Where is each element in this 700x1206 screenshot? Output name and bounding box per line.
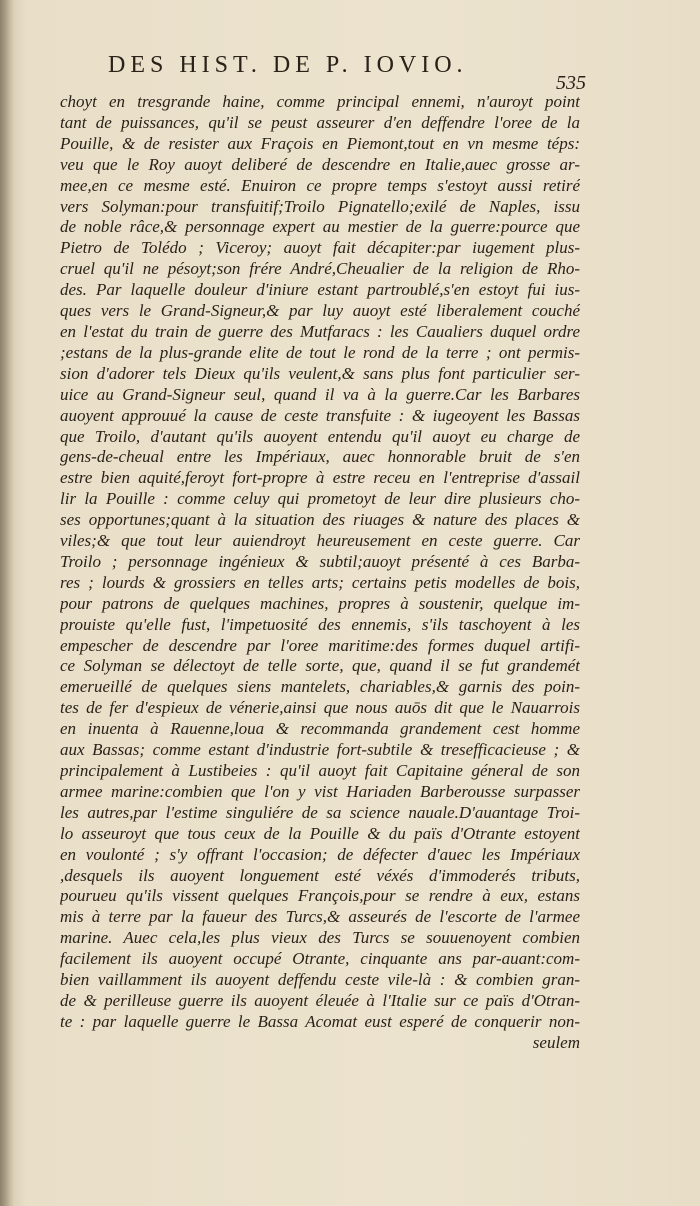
text-line: en voulonté ; s'y offrant l'occasion; de défecter d'auec les Impériaux (60, 844, 580, 864)
text-line: choyt en tresgrande haine, comme principal ennemi, n'auroyt point (60, 92, 580, 111)
text-line: viles;& que tout leur auiendroyt heureusement en ceste guerre. Car (60, 531, 580, 551)
page-number: 535 (556, 72, 586, 94)
text-line: emerueillé de quelques siens mantelets, chariables,& garnis des poin- (60, 677, 580, 697)
gutter-shadow (0, 0, 14, 1206)
text-line: des. Par laquelle douleur d'iniure estant partroublé,s'en estoyt fui ius- (60, 280, 580, 300)
running-title: DES HIST. DE P. IOVIO. (108, 52, 468, 78)
text-line: te : par laquelle guerre le Bassa Acomat eust esperé de conquerir non- (60, 1011, 580, 1031)
text-line: gens-de-cheual entre les Impériaux, auec honnorable bruit de s'en (60, 447, 580, 467)
text-line: veu que le Roy auoyt deliberé de descendre en Italie,auec grosse ar- (60, 154, 580, 174)
text-line: armee marine:combien que l'on y vist Hariaden Barberousse surpasser (60, 781, 580, 801)
text-line: seulem (532, 1032, 580, 1052)
text-line: mee,en ce mesme esté. Enuiron ce propre temps s'estoyt aussi retiré (60, 175, 580, 195)
text-line: mis à terre par la faueur des Turcs,& asseurés de l'escorte de l'armee (60, 907, 580, 927)
text-line: estre bien aquité,feroyt fort-propre à estre receu en l'entreprise d'assail (60, 468, 580, 488)
text-line: ques vers le Grand-Signeur,& par luy auoyt esté liberalement couché (60, 301, 580, 321)
text-line: les autres,par l'estime singuliére de sa science nauale.D'auantage Troi- (60, 802, 580, 822)
text-line: en l'estat du train de guerre des Mutfaracs : les Caualiers duquel ordre (60, 321, 580, 341)
body-text (60, 92, 580, 1054)
text-line: empescher de descendre par l'oree maritime:des formes duquel artifi- (60, 635, 580, 655)
text-line: ;estans de la plus-grande elite de tout le rond de la terre ; ont permis- (60, 342, 580, 362)
text-line: prouiste qu'elle fust, l'impetuosité des ennemis, s'ils taschoyent à les (60, 614, 580, 634)
text-line: pour patrons de quelques machines, propres à soustenir, quelque im- (60, 593, 580, 613)
text-line: auoyent approuué la cause de ceste transfuite : & iugeoyent les Bassas (60, 405, 580, 425)
text-line: que Troilo, d'autant qu'ils auoyent entendu qu'il auoyt eu charge de (60, 426, 580, 446)
text-line: sion d'adorer tels Dieux qu'ils veulent,& sans plus font particulier ser- (60, 363, 580, 383)
text-line: aux Bassas; comme estant d'industrie fort-subtile & tresefficacieuse ; & (60, 740, 580, 760)
text-line: Pietro de Tolédo ; Viceroy; auoyt fait décapiter:par iugement plus- (60, 238, 580, 258)
text-line: vers Solyman:pour transfuitif;Troilo Pignatello;exilé de Naples, issu (60, 196, 580, 216)
text-line: ce Solyman se délectoyt de telle sorte, que, quand il se fut grandemét (60, 656, 580, 676)
text-line: ,desquels ils auoyent longuement esté véxés d'immoderés tributs, (60, 865, 580, 885)
text-line: lo asseuroyt que tous ceux de la Pouille & du païs d'Otrante estoyent (60, 823, 580, 843)
text-line: pourueu qu'ils vissent quelques François,pour se rendre à eux, estans (60, 886, 580, 906)
text-line: marine. Auec cela,les plus vieux des Turcs se souuenoyent combien (60, 928, 580, 948)
text-line: de & perilleuse guerre ils auoyent éleuée à l'Italie sur ce païs d'Otran- (60, 990, 580, 1010)
text-line: facilement ils auoyent occupé Otrante, cinquante ans par-auant:com- (60, 949, 580, 969)
text-line: uice au Grand-Signeur seul, quand il va à la guerre.Car les Barbares (60, 384, 580, 404)
text-line: lir la Pouille : comme celuy qui prometoyt de leur dire plusieurs cho- (60, 489, 580, 509)
text-line: Troilo ; personnage ingénieux & subtil;auoyt présenté à ces Barba- (60, 551, 580, 571)
text-line: res ; lourds & grossiers en telles arts; certains petis modelles de bois, (60, 572, 580, 592)
text-line: bien vaillamment ils auoyent deffendu ceste vile-là : & combien gran- (60, 970, 580, 990)
text-line: de noble râce,& personnage expert au mestier de la guerre:pource que (60, 217, 580, 237)
text-line: tant de puissances, qu'il se peust asseurer d'en deffendre l'oree de la (60, 112, 580, 132)
text-line: principalement à Lustibeies : qu'il auoyt fait Capitaine géneral de son (60, 761, 580, 780)
text-line: tes de fer d'espieux de vénerie,ainsi que nous auōs dit que le Nauarrois (60, 698, 580, 718)
text-line: Pouille, & de resister aux Fraçois en Piemont,tout en vn mesme téps: (60, 133, 580, 153)
text-line: ses opportunes;quant à la situation des riuages & nature des places & (60, 510, 580, 530)
text-line: cruel qu'il ne pésoyt;son frére André,Cheualier de la religion de Rho- (60, 259, 580, 279)
text-line: en inuenta à Rauenne,loua & recommanda grandement cest homme (60, 719, 580, 739)
